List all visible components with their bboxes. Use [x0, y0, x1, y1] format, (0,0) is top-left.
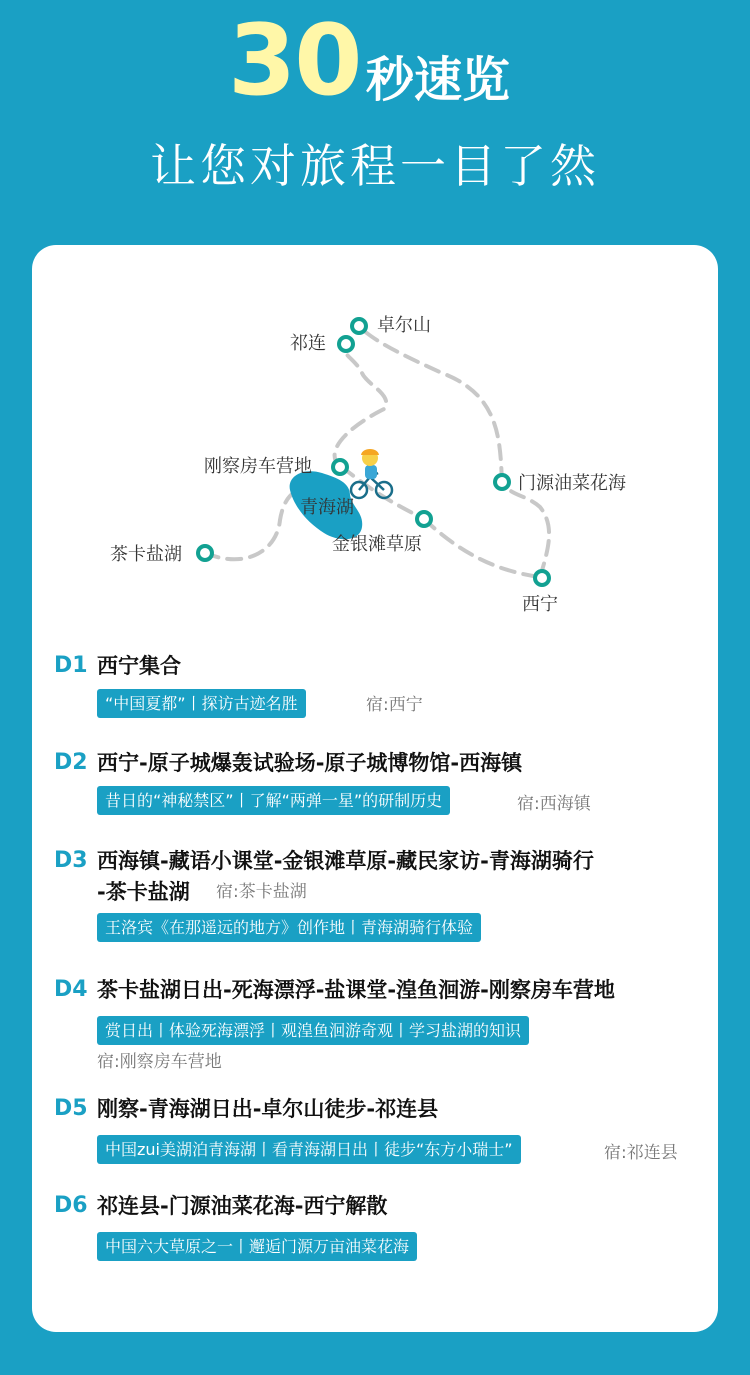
marker-gangcha-icon: [333, 460, 347, 474]
day-title: 祁连县-门源油菜花海-西宁解散: [97, 1194, 388, 1218]
day-tag: 王洛宾《在那遥远的地方》创作地丨青海湖骑行体验: [97, 913, 481, 942]
day-stay: 宿:茶卡盐湖: [216, 882, 307, 902]
day-tag: 昔日的“神秘禁区”丨了解“两弹一星”的研制历史: [97, 786, 450, 815]
day-stay: 宿:祁连县: [604, 1143, 678, 1163]
place-gangcha: 刚察房车营地: [204, 456, 312, 477]
marker-chaka-icon: [198, 546, 212, 560]
place-jinyintan: 金银滩草原: [332, 534, 422, 555]
day-code: D2: [54, 750, 88, 775]
day-stay: 宿:刚察房车营地: [97, 1052, 222, 1072]
marker-jinyintan-icon: [417, 512, 431, 526]
day-code: D6: [54, 1193, 88, 1218]
day-title: 刚察-青海湖日出-卓尔山徒步-祁连县: [97, 1097, 439, 1121]
marker-qilian-icon: [339, 337, 353, 351]
day-code: D4: [54, 977, 88, 1002]
route-map: [32, 245, 718, 635]
header: [0, 0, 750, 240]
day-tag: “中国夏都”丨探访古迹名胜: [97, 689, 306, 718]
day-code: D1: [54, 653, 88, 678]
title-number: 30: [228, 4, 361, 118]
place-qilian: 祁连: [290, 333, 326, 354]
day-tag: 中国zui美湖泊青海湖丨看青海湖日出丨徒步“东方小瑞士”: [97, 1135, 521, 1164]
day-code: D3: [54, 848, 88, 873]
route-menyuan-zhuoershan: [359, 326, 502, 482]
day-stay: 宿:西海镇: [517, 794, 591, 814]
day-title-line1: 西海镇-藏语小课堂-金银滩草原-藏民家访-青海湖骑行: [97, 849, 594, 873]
day-code: D5: [54, 1096, 88, 1121]
itinerary-card: [32, 245, 718, 1332]
day-title: 西宁集合: [97, 654, 181, 678]
route-gangcha-qilian: [335, 344, 387, 467]
marker-xining-icon: [535, 571, 549, 585]
place-zhuoershan: 卓尔山: [377, 315, 431, 336]
route-xining-menyuan: [504, 483, 549, 577]
day-title-line2: -茶卡盐湖: [97, 880, 190, 904]
route-jinyintan-xining: [424, 519, 540, 577]
route-map-svg: [32, 245, 718, 635]
marker-menyuan-icon: [495, 475, 509, 489]
subtitle: 让您对旅程一目了然: [150, 139, 600, 193]
day-tag: 中国六大草原之一丨邂逅门源万亩油菜花海: [97, 1232, 417, 1261]
place-chaka: 茶卡盐湖: [110, 544, 182, 565]
day-tag: 赏日出丨体验死海漂浮丨观湟鱼洄游奇观丨学习盐湖的知识: [97, 1016, 529, 1045]
place-menyuan: 门源油菜花海: [518, 473, 626, 494]
place-qinghaihu: 青海湖: [300, 497, 354, 518]
day-stay: 宿:西宁: [366, 695, 423, 715]
day-title: 茶卡盐湖日出-死海漂浮-盐课堂-湟鱼洄游-刚察房车营地: [97, 978, 615, 1002]
marker-zhuoershan-icon: [352, 319, 366, 333]
day-title: 西宁-原子城爆轰试验场-原子城博物馆-西海镇: [97, 751, 523, 775]
place-xining: 西宁: [522, 594, 558, 615]
title-text: 秒速览: [366, 52, 511, 108]
